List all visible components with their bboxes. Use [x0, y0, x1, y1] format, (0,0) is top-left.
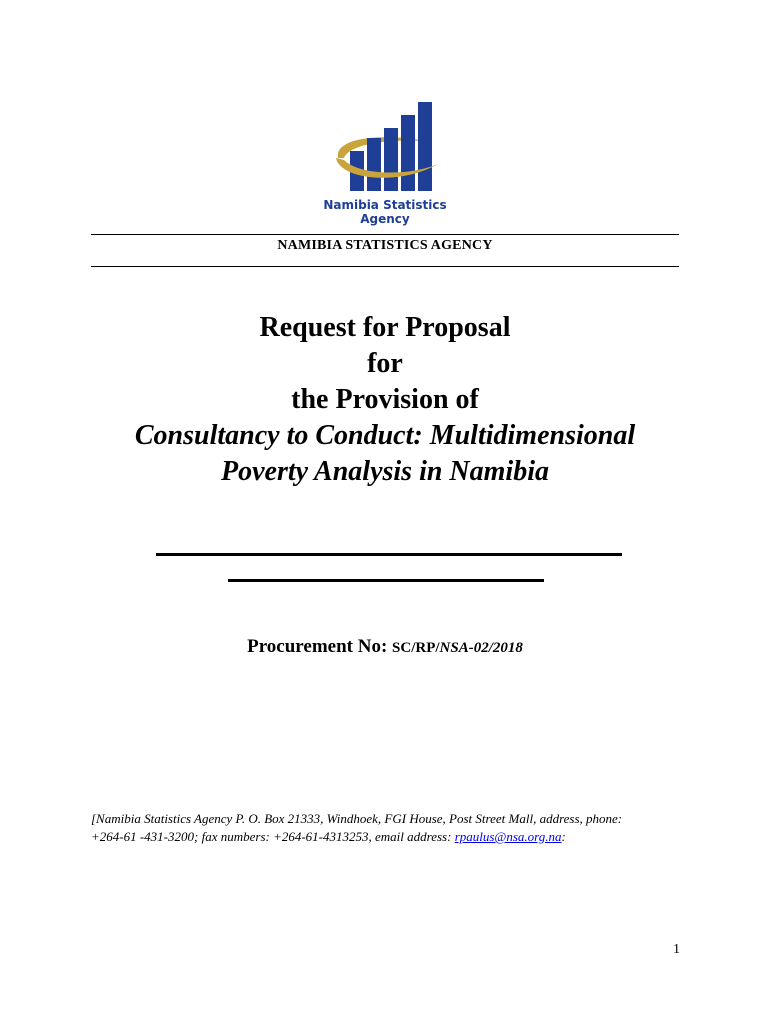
- page-number: 1: [673, 942, 680, 957]
- title-line-3: the Provision of: [291, 384, 479, 415]
- email-trailing-colon: :: [561, 829, 566, 844]
- header-bottom-rule: [91, 266, 679, 267]
- contact-address: [91, 810, 691, 846]
- phone-fax-text: +264-61 -431-3200; fax numbers: +264-61-4313253, email address:: [91, 829, 455, 844]
- separator-line-1: [156, 553, 622, 556]
- logo-bar-2: [367, 138, 381, 191]
- procurement-code: NSA-02/2018: [439, 640, 523, 656]
- nsa-logo: [320, 96, 450, 228]
- logo-org-name-line2: Agency: [360, 212, 410, 226]
- logo-org-name-line1: Namibia Statistics: [323, 198, 447, 212]
- procurement-number: [60, 636, 710, 658]
- separator-line-2: [228, 579, 544, 582]
- procurement-label: Procurement No:: [247, 636, 388, 657]
- email-link[interactable]: rpaulus@nsa.org.na: [454, 829, 562, 844]
- title-line-5: Poverty Analysis in Namibia: [221, 456, 549, 487]
- title-line-1: Request for Proposal: [259, 312, 511, 343]
- agency-name-heading: NAMIBIA STATISTICS AGENCY: [277, 238, 493, 253]
- title-line-4: Consultancy to Conduct: Multidimensional: [134, 420, 636, 451]
- address-line-1: [Namibia Statistics Agency P. O. Box 21333, Windhoek, FGI House, Post Street Mall, address, phone:: [91, 811, 623, 826]
- bar-chart-logo-icon: [320, 96, 450, 196]
- logo-bar-4: [401, 115, 415, 191]
- logo-bar-3: [384, 128, 398, 191]
- logo-bar-5: [418, 102, 432, 191]
- header-top-rule: [91, 234, 679, 235]
- address-line-2: [91, 828, 691, 846]
- document-title: [60, 310, 710, 490]
- procurement-prefix: SC/RP/: [392, 640, 440, 656]
- title-line-2: for: [367, 348, 403, 379]
